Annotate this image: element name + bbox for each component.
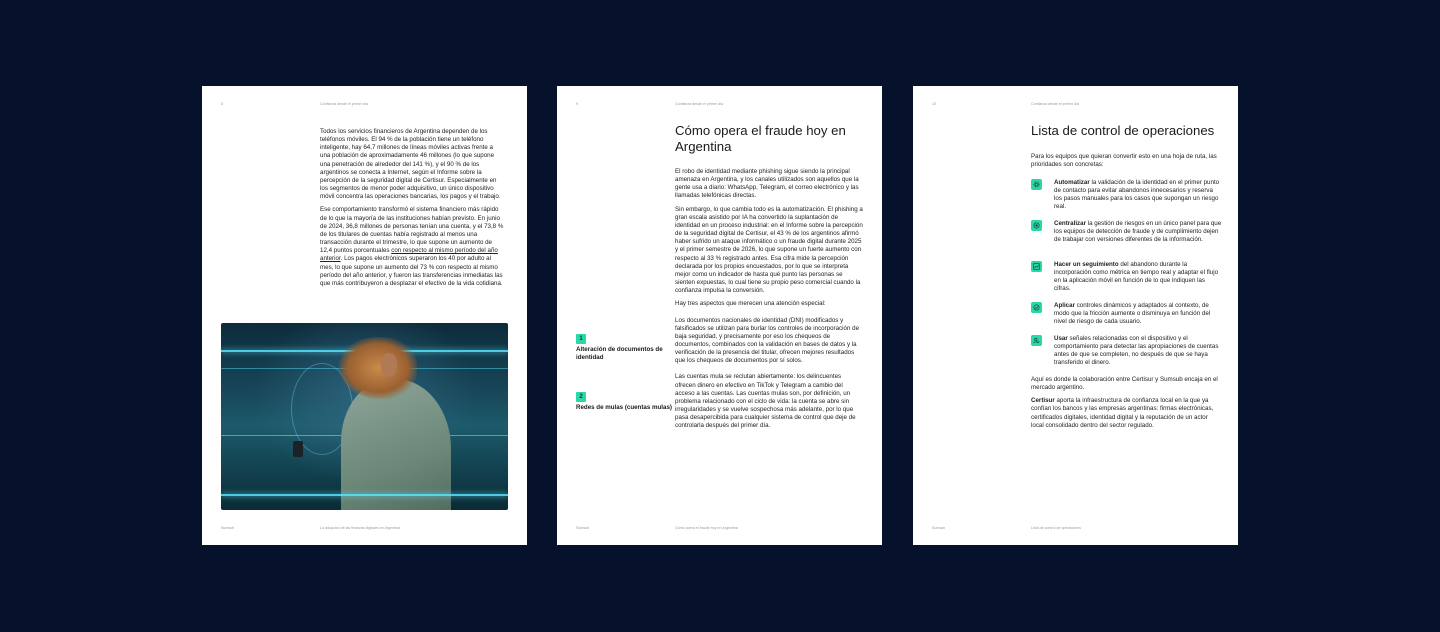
emphasis: Certisur bbox=[1031, 397, 1055, 405]
paragraph-text: aporta la infraestructura de confianza local en la que ya confían los bancos y las empresas argentinas: firmas electrónicas, certificados digitales, identidad digital y la reputación de un actor local consolidado dentro del sector regulado. bbox=[1031, 397, 1214, 429]
footer-brand: Sumsub bbox=[576, 526, 590, 530]
running-header: Confianza desde el primer día bbox=[675, 102, 723, 106]
paragraph-text: Ese comportamiento transformó el sistema financiero más rápido de lo que la mayoría de las instituciones habían previsto. En junio de 2024, 36,8 millones de personas tenían una cuenta, y el 73,8 % de los titulares de cuentas había registrado al menos una transacción durante el trimestre, lo que supone un aumento de 12,4 puntos porcentuales bbox=[320, 206, 504, 255]
checklist-desc: del abandono durante la incorporación como métrica en tiempo real y adaptar el flujo en la aplicación móvil en función de lo que indiquen las cifras. bbox=[1054, 261, 1219, 293]
checklist-action: Automatizar bbox=[1054, 179, 1090, 186]
paragraph: Todos los servicios financieros de Argentina dependen de los teléfonos móviles. El 94 % de la población tiene un teléfono inteligente, hay 64,7 millones de líneas móviles activas frente a una población de aproximadamente 46 millones (lo que supone una penetración de alrededor del 141 %), y el 90 % de los argentinos se conecta a Internet, según el Informe sobre la percepción de la seguridad digital de Certisur. Especialmente en los segmentos de menor poder adquisitivo, un único dispositivo móvil concentra las operaciones bancarias, los pagos y el trabajo. bbox=[320, 128, 501, 201]
checklist-desc: la validación de la identidad en el primer punto de contacto para evitar abandonos innecesarios y reserva los pasos manuales para los casos que supongan un riesgo real. bbox=[1054, 179, 1220, 211]
aspect-2-text: Las cuentas mula se reclutan abiertamente: los delincuentes ofrecen dinero en efectivo en TikTok y Telegram a cambio del acceso a las cuentas. Las cuentas mulas son, por definición, un problema relacionado con el ciclo de vida: la cuenta se abre sin irregularidades y se vuelve sospechosa más adelante, por lo que pasa desapercibida para cualquier sistema de control que deje de controlarla después del primer día. bbox=[675, 373, 856, 430]
page-number: 9 bbox=[576, 102, 578, 106]
document-page-3 bbox=[913, 86, 1238, 545]
checklist-text bbox=[1054, 179, 1222, 212]
aspect-2-side bbox=[576, 392, 672, 412]
page-number: 10 bbox=[932, 102, 936, 106]
checklist-text bbox=[1054, 302, 1222, 326]
checklist-action: Hacer un seguimiento bbox=[1054, 261, 1119, 268]
photo-phone bbox=[293, 441, 303, 457]
check-circle-icon bbox=[1031, 302, 1042, 313]
gear-icon bbox=[1031, 179, 1042, 190]
body-text bbox=[1031, 376, 1221, 435]
running-footer: Lista de control de operaciones bbox=[1031, 526, 1081, 530]
checklist-text bbox=[1054, 261, 1222, 294]
footer-brand: Sumsub bbox=[932, 526, 946, 530]
paragraph: Aquí es donde la colaboración entre Certisur y Sumsub encaja en el mercado argentino. bbox=[1031, 376, 1218, 392]
paragraph: Sin embargo, lo que cambia todo es la automatización. El phishing a gran escala asistido por IA ha convertido la suplantación de identidad en un proceso industrial: en el Informe sobre la percepción de la seguridad digital de Certisur, el 43 % de los argentinos afirmó haber sufrido un ataque informático o un fraude digital durante 2025 y el primer semestre de 2026, lo que supone un fuerte aumento con respecto al 33 % registrado antes. Esa cifra mide la percepción declarada por los propios encuestados, por lo que se interpreta mejor como un indicador de hasta qué punto las personas se sienten expuestas, lo cual tiene su propio peso comercial cuando la confianza impulsa la conversión. bbox=[675, 205, 863, 295]
body-text bbox=[320, 128, 504, 293]
page-number: 8 bbox=[221, 102, 223, 106]
footer-brand: Sumsub bbox=[221, 526, 235, 530]
document-page-2 bbox=[557, 86, 882, 545]
hero-photo bbox=[221, 323, 508, 510]
aspect-1-side bbox=[576, 334, 672, 362]
paragraph bbox=[320, 206, 504, 288]
page-title: Cómo opera el fraude hoy en Argentina bbox=[675, 123, 846, 154]
aspect-number-badge: 2 bbox=[576, 392, 586, 402]
photo-woman-jacket bbox=[341, 379, 451, 510]
user-search-icon bbox=[1031, 335, 1042, 346]
aspect-number-badge: 1 bbox=[576, 334, 586, 344]
body-text bbox=[675, 168, 863, 436]
photo-woman-face bbox=[381, 353, 397, 377]
running-header: Confianza desde el primer día bbox=[1031, 102, 1079, 106]
checklist-desc: señales relacionadas con el dispositivo y el comportamiento para detectar las apropiaciones de cuentas antes de que se completen, no después de que se haya transferido el dinero. bbox=[1054, 335, 1219, 367]
page-title: Lista de control de operaciones bbox=[1031, 123, 1215, 138]
inline-link[interactable]: con respecto al mismo período del año anterior bbox=[320, 247, 498, 263]
running-header: Confianza desde el primer día bbox=[320, 102, 368, 106]
running-footer: Cómo opera el fraude hoy en Argentina bbox=[675, 526, 738, 530]
aspect-1-text: Los documentos nacionales de identidad (DNI) modificados y falsificados se utilizan para burlar los controles de incorporación de baja seguridad, y precisamente por eso los chequeos de documentos, combinados con la validación en bases de datos y la verificación de la presencia del titular, ofrecen mejores resultados que los chequeos de documentos por sí solos. bbox=[675, 316, 860, 365]
checklist-desc: controles dinámicos y adaptados al contexto, de modo que la fricción aumente o disminuya en función del nivel de riesgo de cada usuario. bbox=[1054, 302, 1211, 326]
checklist-action: Usar bbox=[1054, 335, 1068, 342]
paragraph-text: . Los pagos electrónicos superaron los 40 por adulto al mes, lo que supone un aumento del 73 % con respecto al mismo período del año anterior, y fueron las transferencias inmediatas las que más contribuyeron a desplazar el efectivo de la vida cotidiana. bbox=[320, 255, 503, 287]
checklist-action: Centralizar bbox=[1054, 220, 1086, 227]
photo-woman-hair bbox=[339, 337, 417, 399]
checklist-action: Aplicar bbox=[1054, 302, 1075, 309]
paragraph: El robo de identidad mediante phishing sigue siendo la principal amenaza en Argentina, y los canales utilizados son aquellos que la gente usa a diario: WhatsApp, Telegram, el correo electrónico y las llamadas telefónicas directas. bbox=[675, 168, 859, 200]
intro-text: Para los equipos que quieran convertir esto en una hoja de ruta, las prioridades son concretas: bbox=[1031, 153, 1217, 169]
target-icon bbox=[1031, 220, 1042, 231]
checklist-desc: la gestión de riesgos en un único panel para que los equipos de detección de fraude y de cumplimiento dejen de trabajar con versiones diferentes de la información. bbox=[1054, 220, 1222, 244]
aspect-label: Redes de mulas (cuentas mulas) bbox=[576, 404, 672, 411]
chart-icon bbox=[1031, 261, 1042, 272]
running-footer: La adopción de las finanzas digitales en Argentina bbox=[320, 526, 400, 530]
paragraph: Hay tres aspectos que merecen una atención especial: bbox=[675, 300, 826, 308]
aspect-label: Alteración de documentos de identidad bbox=[576, 346, 663, 361]
document-page-1 bbox=[202, 86, 527, 545]
checklist-text bbox=[1054, 335, 1222, 368]
photo-light-beam bbox=[221, 494, 508, 496]
checklist-text bbox=[1054, 220, 1222, 244]
paragraph bbox=[1031, 397, 1221, 430]
